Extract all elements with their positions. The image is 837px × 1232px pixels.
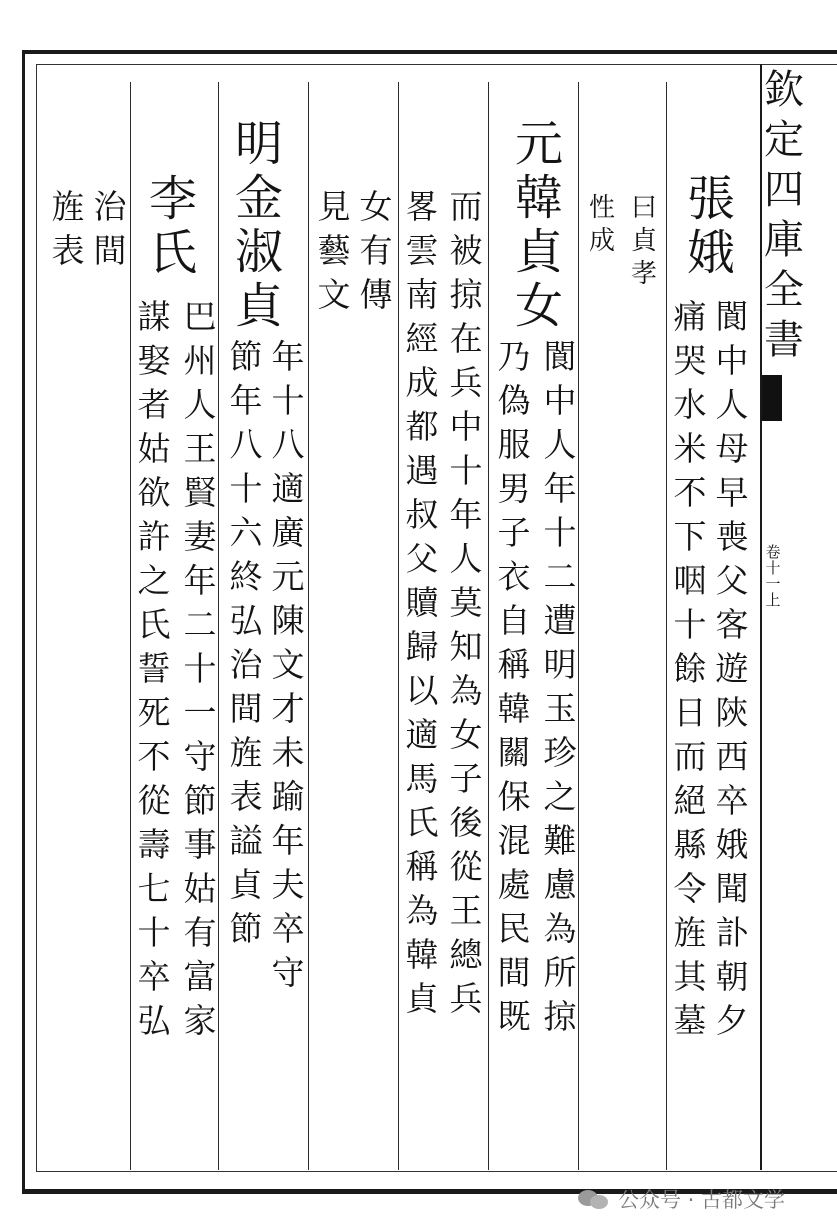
character: 人: [183, 385, 217, 424]
character: 李: [148, 171, 197, 227]
character: 西: [715, 737, 749, 776]
character: 謀: [137, 297, 171, 336]
character: 子: [449, 759, 483, 798]
column-zhang-e-note-2: [586, 195, 618, 261]
character: 朝: [715, 957, 749, 996]
character: 間: [229, 689, 263, 728]
character: 四: [764, 167, 804, 213]
character: 乃: [497, 337, 531, 376]
character: 經: [405, 319, 439, 358]
character: 旌: [51, 187, 85, 226]
column-han-text-6: [314, 187, 354, 322]
character: 之: [137, 561, 171, 600]
character: 令: [673, 869, 707, 908]
character: 十: [271, 381, 305, 420]
character: 關: [497, 733, 531, 772]
character: 難: [543, 821, 577, 860]
character: 喪: [715, 517, 749, 556]
character: 文: [271, 645, 305, 684]
character: 定: [764, 117, 804, 163]
character: 遊: [715, 649, 749, 688]
character: 適: [405, 715, 439, 754]
character: 哭: [673, 341, 707, 380]
character: 治: [93, 187, 127, 226]
character: 六: [229, 513, 263, 552]
character: 卒: [271, 909, 305, 948]
character: 餘: [673, 649, 707, 688]
character: 卒: [715, 781, 749, 820]
character: 七: [137, 869, 171, 908]
character: 成: [588, 226, 615, 256]
character: 墓: [673, 1001, 707, 1040]
character: 保: [497, 777, 531, 816]
character: 十: [449, 451, 483, 490]
character: 曰: [630, 193, 657, 223]
character: 全: [764, 267, 804, 313]
character: 上: [765, 591, 781, 609]
character: 父: [405, 539, 439, 578]
character: 水: [673, 385, 707, 424]
character: 金: [234, 170, 283, 226]
character: 兵: [449, 363, 483, 402]
character: 庫: [764, 217, 804, 263]
character: 年: [543, 469, 577, 508]
character: 氏: [148, 225, 197, 281]
character: 陝: [715, 693, 749, 732]
character: 藝: [317, 231, 351, 270]
character: 家: [183, 1001, 217, 1040]
character: 痛: [673, 297, 707, 336]
character: 男: [497, 469, 531, 508]
character: 娥: [715, 825, 749, 864]
character: 中: [449, 407, 483, 446]
character: 為: [405, 891, 439, 930]
character: 客: [715, 605, 749, 644]
character: 其: [673, 957, 707, 996]
character: 欲: [137, 473, 171, 512]
character: 總: [449, 935, 483, 974]
character: 偽: [497, 381, 531, 420]
character: 聞: [715, 869, 749, 908]
character: 孝: [630, 259, 657, 289]
character: 誓: [137, 649, 171, 688]
character: 成: [405, 363, 439, 402]
character: 未: [271, 733, 305, 772]
character: 咽: [673, 561, 707, 600]
character: 掠: [449, 275, 483, 314]
character: 有: [183, 913, 217, 952]
character: 十: [229, 469, 263, 508]
character: 州: [183, 341, 217, 380]
character: 南: [405, 275, 439, 314]
character: 娶: [137, 341, 171, 380]
column-rule: [666, 82, 667, 1170]
character: 雲: [405, 231, 439, 270]
character: 終: [229, 557, 263, 596]
character: 姑: [183, 869, 217, 908]
character: 貞: [229, 865, 263, 904]
character: 而: [673, 737, 707, 776]
character: 年: [271, 821, 305, 860]
character: 二: [543, 557, 577, 596]
character: 年: [229, 381, 263, 420]
character: 下: [673, 517, 707, 556]
character: 母: [715, 429, 749, 468]
character: 元: [514, 116, 563, 172]
column-jin-text-1: [268, 337, 308, 1000]
character: 閬: [543, 337, 577, 376]
character: 卒: [137, 957, 171, 996]
character: 謚: [229, 821, 263, 860]
column-han-text-2: [494, 337, 534, 1044]
character: 十: [137, 913, 171, 952]
character: 年: [449, 495, 483, 534]
character: 巴: [183, 297, 217, 336]
character: 服: [497, 425, 531, 464]
character: 十: [183, 649, 217, 688]
character: 稱: [405, 847, 439, 886]
fishtail-mark: [762, 375, 782, 421]
character: 韓: [497, 689, 531, 728]
character: 見: [317, 187, 351, 226]
column-zhang-e-heading: [684, 171, 738, 283]
wechat-icon: [578, 1188, 612, 1210]
character: 張: [686, 171, 735, 227]
character: 年: [183, 561, 217, 600]
character: 表: [51, 231, 85, 270]
character: 知: [449, 627, 483, 666]
column-han-text-5: [356, 187, 396, 322]
column-jin-text-2: [226, 337, 266, 956]
character: 一: [183, 693, 217, 732]
column-li-text-3: [90, 187, 130, 278]
character: 兵: [449, 979, 483, 1018]
column-han-text-3: [446, 187, 486, 1026]
character: 從: [449, 847, 483, 886]
character: 淑: [234, 224, 283, 280]
character: 遇: [405, 451, 439, 490]
character: 王: [449, 891, 483, 930]
character: 衣: [497, 557, 531, 596]
character: 被: [449, 231, 483, 270]
character: 稱: [497, 645, 531, 684]
character: 一: [765, 575, 781, 593]
character: 間: [93, 231, 127, 270]
character: 壽: [137, 825, 171, 864]
character: 賢: [183, 473, 217, 512]
character: 死: [137, 693, 171, 732]
character: 叔: [405, 495, 439, 534]
column-rule: [308, 82, 309, 1170]
watermark-text: 公众号 · 古都文学: [618, 1188, 786, 1212]
character: 韓: [514, 170, 563, 226]
character: 妻: [183, 517, 217, 556]
character: 子: [497, 513, 531, 552]
character: 王: [183, 429, 217, 468]
character: 自: [497, 601, 531, 640]
character: 氏: [405, 803, 439, 842]
character: 處: [497, 865, 531, 904]
character: 歸: [405, 627, 439, 666]
character: 表: [229, 777, 263, 816]
character: 人: [543, 425, 577, 464]
character: 為: [449, 671, 483, 710]
character: 二: [183, 605, 217, 644]
character: 日: [673, 693, 707, 732]
character: 後: [449, 803, 483, 842]
character: 中: [715, 341, 749, 380]
character: 女: [514, 278, 563, 334]
character: 十: [543, 513, 577, 552]
character: 人: [715, 385, 749, 424]
character: 贖: [405, 583, 439, 622]
character: 旌: [673, 913, 707, 952]
character: 欽: [764, 67, 804, 113]
character: 貞: [405, 979, 439, 1018]
character: 女: [359, 187, 393, 226]
column-li-text-2: [134, 297, 174, 1048]
column-han-text-4: [402, 187, 442, 1026]
character: 節: [183, 781, 217, 820]
character: 旌: [229, 733, 263, 772]
character: 都: [405, 407, 439, 446]
character: 貞: [234, 278, 283, 334]
character: 適: [271, 469, 305, 508]
book-title: [762, 67, 806, 370]
character: 氏: [137, 605, 171, 644]
character: 閬: [715, 297, 749, 336]
character: 早: [715, 473, 749, 512]
character: 十: [765, 559, 781, 577]
character: 女: [449, 715, 483, 754]
character: 弘: [137, 1001, 171, 1040]
character: 而: [449, 187, 483, 226]
column-zhang-e-text-1: [712, 297, 752, 1048]
character: 陳: [271, 601, 305, 640]
character: 人: [449, 539, 483, 578]
character: 不: [137, 737, 171, 776]
character: 中: [543, 381, 577, 420]
character: 縣: [673, 825, 707, 864]
character: 為: [543, 909, 577, 948]
character: 民: [497, 909, 531, 948]
character: 間: [497, 953, 531, 992]
character: 玉: [543, 689, 577, 728]
character: 書: [764, 317, 804, 363]
character: 訃: [715, 913, 749, 952]
character: 八: [229, 425, 263, 464]
character: 年: [271, 337, 305, 376]
character: 米: [673, 429, 707, 468]
column-rule: [130, 82, 131, 1170]
character: 廣: [271, 513, 305, 552]
character: 姑: [137, 429, 171, 468]
character: 有: [359, 231, 393, 270]
column-zhang-e-note-1: [628, 195, 660, 294]
character: 畧: [405, 187, 439, 226]
character: 節: [229, 337, 263, 376]
column-zhang-e-text-2: [670, 297, 710, 1048]
character: 踰: [271, 777, 305, 816]
character: 所: [543, 953, 577, 992]
column-rule: [488, 82, 489, 1170]
column-li-heading: [146, 171, 200, 283]
character: 夫: [271, 865, 305, 904]
character: 混: [497, 821, 531, 860]
character: 性: [588, 193, 615, 223]
character: 之: [543, 777, 577, 816]
character: 富: [183, 957, 217, 996]
character: 弘: [229, 601, 263, 640]
character: 元: [271, 557, 305, 596]
character: 明: [543, 645, 577, 684]
watermark: [578, 1184, 785, 1214]
character: 夕: [715, 1001, 749, 1040]
character: 在: [449, 319, 483, 358]
character: 文: [317, 275, 351, 314]
character: 既: [497, 997, 531, 1036]
character: 馬: [405, 759, 439, 798]
character: 才: [271, 689, 305, 728]
character: 八: [271, 425, 305, 464]
character: 慮: [543, 865, 577, 904]
column-han-text-1: [540, 337, 580, 1044]
character: 絕: [673, 781, 707, 820]
character: 娥: [686, 225, 735, 281]
character: 遭: [543, 601, 577, 640]
character: 父: [715, 561, 749, 600]
character: 守: [183, 737, 217, 776]
column-li-text-1: [180, 297, 220, 1048]
character: 十: [673, 605, 707, 644]
character: 以: [405, 671, 439, 710]
character: 從: [137, 781, 171, 820]
character: 許: [137, 517, 171, 556]
character: 珍: [543, 733, 577, 772]
character: 莫: [449, 583, 483, 622]
character: 者: [137, 385, 171, 424]
character: 不: [673, 473, 707, 512]
character: 貞: [514, 224, 563, 280]
character: 貞: [630, 226, 657, 256]
character: 卷: [765, 543, 781, 561]
column-rule: [398, 82, 399, 1170]
character: 守: [271, 953, 305, 992]
character: 掠: [543, 997, 577, 1036]
character: 明: [234, 116, 283, 172]
character: 傳: [359, 275, 393, 314]
character: 事: [183, 825, 217, 864]
character: 治: [229, 645, 263, 684]
juan-label: [764, 545, 782, 609]
column-han-heading: [512, 116, 566, 336]
character: 韓: [405, 935, 439, 974]
character: 節: [229, 909, 263, 948]
column-jin-heading: [232, 116, 286, 336]
column-li-text-4: [48, 187, 88, 278]
